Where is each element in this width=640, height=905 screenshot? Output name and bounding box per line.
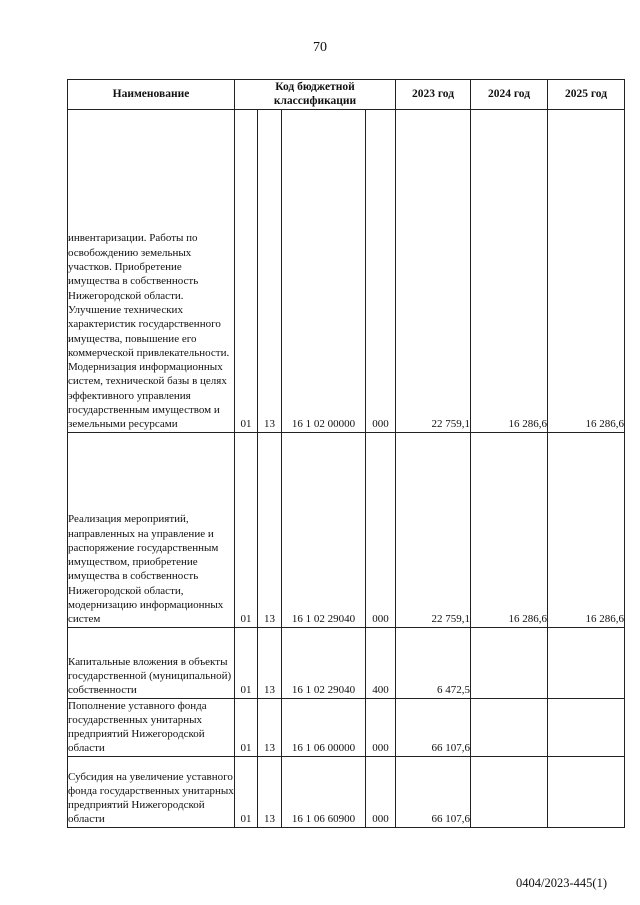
row-code-expense-type: 000: [366, 756, 396, 827]
table-row: [68, 109, 625, 432]
document-code: 0404/2023-445(1): [516, 876, 607, 890]
row-code-section: 01: [235, 109, 258, 432]
header-2025: 2025 год: [548, 80, 625, 110]
row-value-2023: 22 759,1: [396, 109, 471, 432]
page-number: 70: [313, 40, 327, 55]
row-code-subsection: 13: [258, 432, 282, 627]
row-code-section: 01: [235, 698, 258, 756]
table-row: [68, 627, 625, 698]
row-name: Пополнение уставного фонда государственных унитарных предприятий Нижегородской области: [68, 698, 235, 756]
row-value-2025: 16 286,6: [548, 109, 625, 432]
row-code-section: 01: [235, 756, 258, 827]
header-name: Наименование: [68, 80, 235, 110]
table-row: [68, 756, 625, 827]
row-code-target: 16 1 06 00000: [282, 698, 366, 756]
row-value-2025: [548, 627, 625, 698]
row-code-section: 01: [235, 627, 258, 698]
row-value-2024: 16 286,6: [471, 432, 548, 627]
row-code-target: 16 1 02 00000: [282, 109, 366, 432]
row-value-2025: 16 286,6: [548, 432, 625, 627]
row-code-expense-type: 000: [366, 698, 396, 756]
row-code-subsection: 13: [258, 698, 282, 756]
row-value-2025: [548, 756, 625, 827]
row-code-subsection: 13: [258, 627, 282, 698]
table-row: [68, 432, 625, 627]
row-value-2023: 6 472,5: [396, 627, 471, 698]
row-value-2024: [471, 756, 548, 827]
row-name: Капитальные вложения в объекты государственной (муниципальной) собственности: [68, 627, 235, 698]
row-value-2024: [471, 698, 548, 756]
row-code-subsection: 13: [258, 109, 282, 432]
row-code-expense-type: 000: [366, 432, 396, 627]
row-code-target: 16 1 06 60900: [282, 756, 366, 827]
header-2024: 2024 год: [471, 80, 548, 110]
row-code-expense-type: 000: [366, 109, 396, 432]
row-value-2023: 66 107,6: [396, 756, 471, 827]
table-row: [68, 698, 625, 756]
budget-table: [67, 79, 625, 828]
row-value-2025: [548, 698, 625, 756]
row-value-2024: 16 286,6: [471, 109, 548, 432]
row-name: Реализация мероприятий, направленных на управление и распоряжение государственным имуществом, приобретение имущества в собственность Нижегородской области, модернизацию информационных систем: [68, 432, 235, 627]
row-code-section: 01: [235, 432, 258, 627]
row-name: инвентаризации. Работы по освобождению земельных участков. Приобретение имущества в собственность Нижегородской области. Улучшение технических характеристик государственного имущества, повышение его коммерческой привлекательности. Модернизация информационных систем, технической базы в целях эффективного управления государственным имуществом и земельными ресурсами: [68, 109, 235, 432]
table-header-row: [68, 80, 625, 110]
row-code-subsection: 13: [258, 756, 282, 827]
row-code-target: 16 1 02 29040: [282, 627, 366, 698]
row-name: Субсидия на увеличение уставного фонда государственных унитарных предприятий Нижегородской области: [68, 756, 235, 827]
row-value-2023: 22 759,1: [396, 432, 471, 627]
row-code-expense-type: 400: [366, 627, 396, 698]
header-2023: 2023 год: [396, 80, 471, 110]
row-code-target: 16 1 02 29040: [282, 432, 366, 627]
header-code: Код бюджетной классификации: [235, 80, 396, 110]
row-value-2023: 66 107,6: [396, 698, 471, 756]
row-value-2024: [471, 627, 548, 698]
